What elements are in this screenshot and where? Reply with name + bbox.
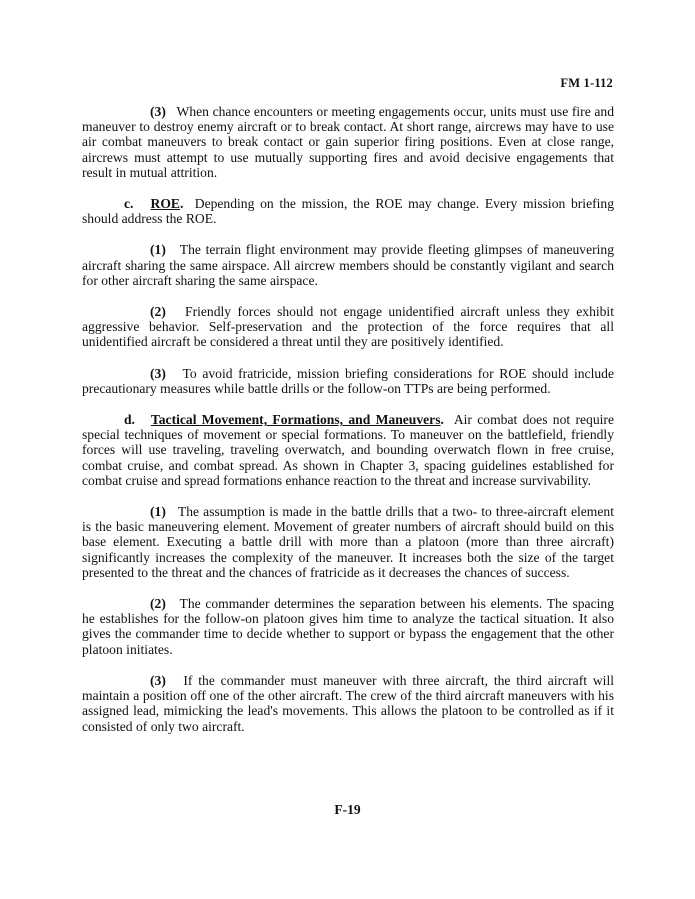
paragraph	[82, 196, 614, 226]
paragraph	[82, 673, 614, 734]
page-number: F-19	[334, 802, 361, 817]
paragraph-title: ROE	[150, 196, 180, 212]
paragraph-text: Friendly forces should not engage unidentified aircraft unless they exhibit aggressive behavior. Self-preservation and the protection of the force requires that all unidentified aircraft be considered a threat until they are positively identified.	[82, 304, 614, 350]
paragraph-number: (2)	[150, 596, 166, 612]
paragraph-text: The terrain flight environment may provide fleeting glimpses of maneuvering aircraft sharing the same airspace. All aircrew members should be constantly vigilant and search for other aircraft sharing the same airspace.	[82, 242, 615, 288]
paragraph-text: If the commander must maneuver with three aircraft, the third aircraft will maintain a position off one of the other aircraft. The crew of the third aircraft maneuvers with his assigned lead, mimicking the lead's movements. This allows the platoon to be controlled as if it consisted of only two aircraft.	[82, 672, 614, 734]
paragraph	[82, 104, 614, 180]
paragraph-text: The commander determines the separation between his elements. The spacing he establishes for the follow-on platoon gives him time to analyze the tactical situation. It also gives the commander time to decide whether to support or bypass the engagement that the other platoon initiates.	[82, 596, 614, 657]
paragraph-label: d.	[124, 412, 135, 428]
paragraph-text: To avoid fratricide, mission briefing considerations for ROE should include precautionary measures while battle drills or the follow-on TTPs are being performed.	[82, 365, 614, 396]
paragraph-text: When chance encounters or meeting engagements occur, units must use fire and maneuver to destroy enemy aircraft or to break contact. At short range, aircrews may have to use air combat maneuvers to break contact or gain superior firing positions. Even at close range, aircrews must attempt to use mutually supporting fires and avoid decisive engagements that result in mutual attrition.	[82, 104, 614, 180]
paragraph-number: (2)	[150, 304, 166, 320]
paragraph-text: The assumption is made in the battle drills that a two- to three-aircraft element is the basic maneuvering element. Movement of greater numbers of aircraft should build on this base element. Executing a battle drill with more than a platoon (more than three aircraft) significantly increases the complexity of the maneuver. It increases both the size of the target presented to the threat and the chances of fratricide as it decreases the chances of success.	[82, 504, 614, 580]
paragraph-number: (3)	[150, 672, 166, 688]
paragraph	[82, 412, 614, 488]
paragraph	[82, 242, 614, 288]
paragraph-label: c.	[124, 196, 134, 212]
paragraph-number: (1)	[150, 504, 166, 520]
paragraph-text: Depending on the mission, the ROE may change. Every mission briefing should address the ROE.	[82, 196, 615, 227]
title-period: .	[179, 196, 184, 212]
paragraph-number: (3)	[150, 365, 166, 381]
paragraph	[82, 596, 614, 657]
title-period: .	[440, 412, 444, 428]
paragraph-number: (1)	[150, 242, 166, 258]
paragraph-text: Air combat does not require special techniques of movement or special formations. To maneuver on the battlefield, friendly forces will use traveling, traveling overwatch, and bounding overwatch flown in free cruise, combat cruise, and combat spread. As shown in Chapter 3, spacing guidelines established for combat cruise and spread formations enhance reaction to the threat and increase survivability.	[82, 412, 614, 488]
document-id: FM 1-112	[560, 76, 613, 90]
paragraph	[82, 366, 614, 396]
paragraph	[82, 504, 614, 580]
paragraph	[82, 304, 614, 350]
body-content	[82, 104, 614, 750]
paragraph-title: Tactical Movement, Formations, and Maneuvers	[150, 412, 441, 428]
paragraph-number: (3)	[150, 104, 166, 119]
